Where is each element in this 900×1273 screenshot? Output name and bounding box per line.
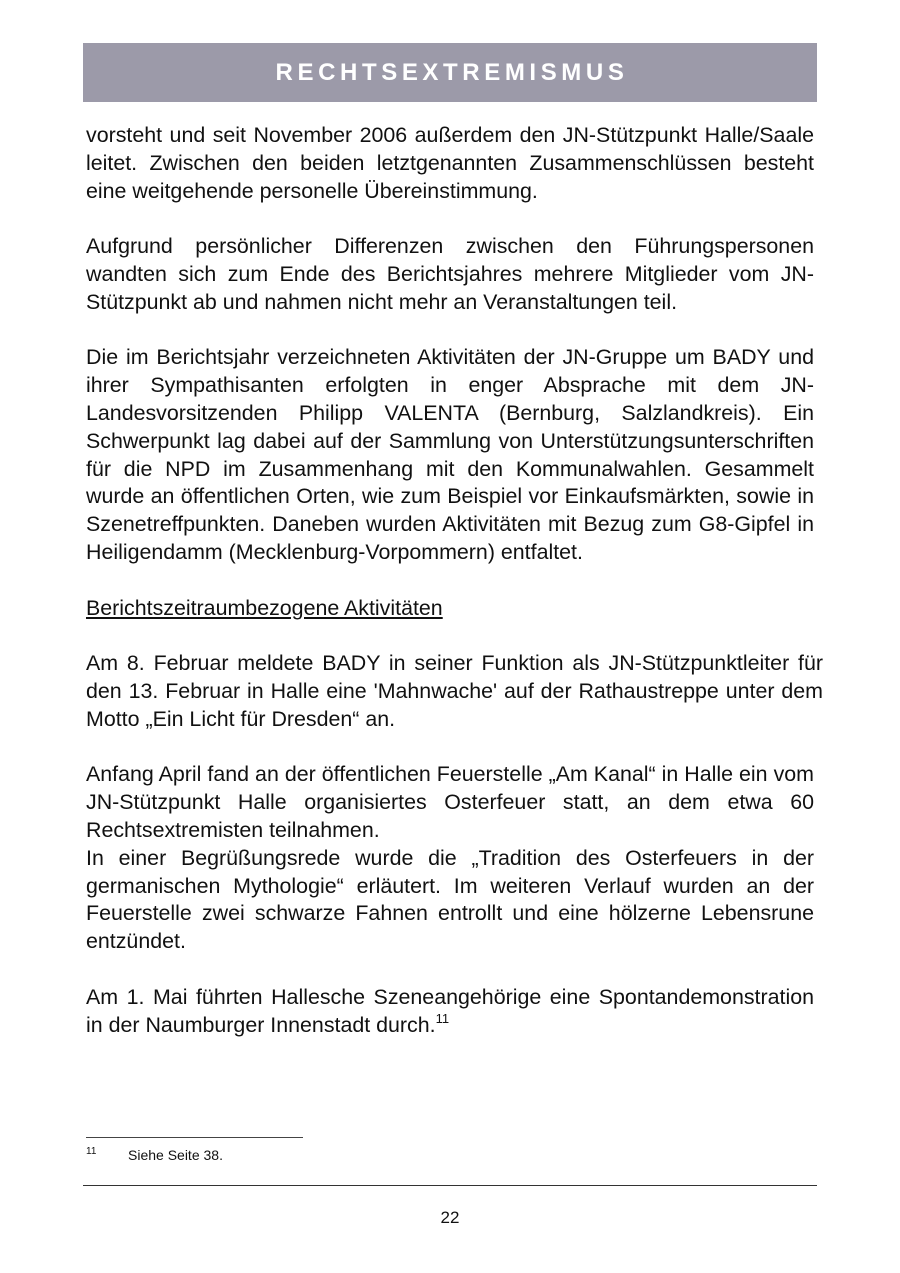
footnote-text: Siehe Seite 38.	[128, 1147, 223, 1163]
header-bar	[83, 43, 817, 102]
paragraph-5: Anfang April fand an der öffentlichen Feuerstelle „Am Kanal“ in Halle ein vom JN-Stützpunkt Halle organisiertes Osterfeuer statt, an dem etwa 60 Rechtsextremisten teilnahmen.	[86, 762, 814, 842]
paragraph-7	[86, 984, 814, 1040]
section-subheading: Berichtszeitraumbezogene Aktivitäten	[86, 595, 443, 620]
header-title: RECHTSEXTREMISMUS	[275, 58, 629, 86]
footnote-number: 11	[86, 1146, 97, 1157]
paragraph-3: Die im Berichtsjahr verzeichneten Aktivitäten der JN-Gruppe um BADY und ihrer Sympathisanten erfolgten in enger Absprache mit dem JN-Landesvorsitzenden Philipp VALENTA (Bernburg, Salzlandkreis). Ein Schwerpunkt lag dabei auf der Sammlung von Unterstützungsunterschriften für die NPD im Zusammenhang mit den Kommunalwahlen. Gesammelt wurde an öffentlichen Orten, wie zum Beispiel vor Einkaufsmärkten, sowie in Szenetreffpunkten. Daneben wurden Aktivitäten mit Bezug zum G8-Gipfel in Heiligendamm (Mecklenburg-Vorpommern) entfaltet.	[86, 345, 814, 564]
footnote-separator	[86, 1137, 303, 1138]
paragraph-4: Am 8. Februar meldete BADY in seiner Funktion als JN-Stützpunktleiter für den 13. Februar in Halle eine 'Mahnwache' auf der Rathaustreppe unter dem Motto „Ein Licht für Dresden“ an.	[86, 651, 823, 731]
footnote	[86, 1144, 223, 1166]
paragraph-2: Aufgrund persönlicher Differenzen zwischen den Führungspersonen wandten sich zum Ende des Berichtsjahres mehrere Mitglieder vom JN-Stützpunkt ab und nahmen nicht mehr an Veranstaltungen teil.	[86, 234, 814, 314]
footer-rule	[83, 1185, 817, 1186]
footnote-reference[interactable]: 11	[435, 1010, 450, 1026]
body-text	[86, 122, 823, 1039]
page-number: 22	[440, 1208, 460, 1227]
paragraph-1: vorsteht und seit November 2006 außerdem den JN-Stützpunkt Halle/Saale leitet. Zwischen den beiden letztgenannten Zusammenschlüssen besteht eine weitgehende personelle Übereinstimmung.	[86, 123, 814, 203]
paragraph-7-text: Am 1. Mai führten Hallesche Szeneangehörige eine Spontandemonstration in der Naumburger Innenstadt durch.	[86, 984, 814, 1037]
paragraph-6: In einer Begrüßungsrede wurde die „Tradition des Osterfeuers in der germanischen Mythologie“ erläutert. Im weiteren Verlauf wurden an der Feuerstelle zwei schwarze Fahnen entrollt und eine hölzerne Lebensrune entzündet.	[86, 845, 814, 954]
